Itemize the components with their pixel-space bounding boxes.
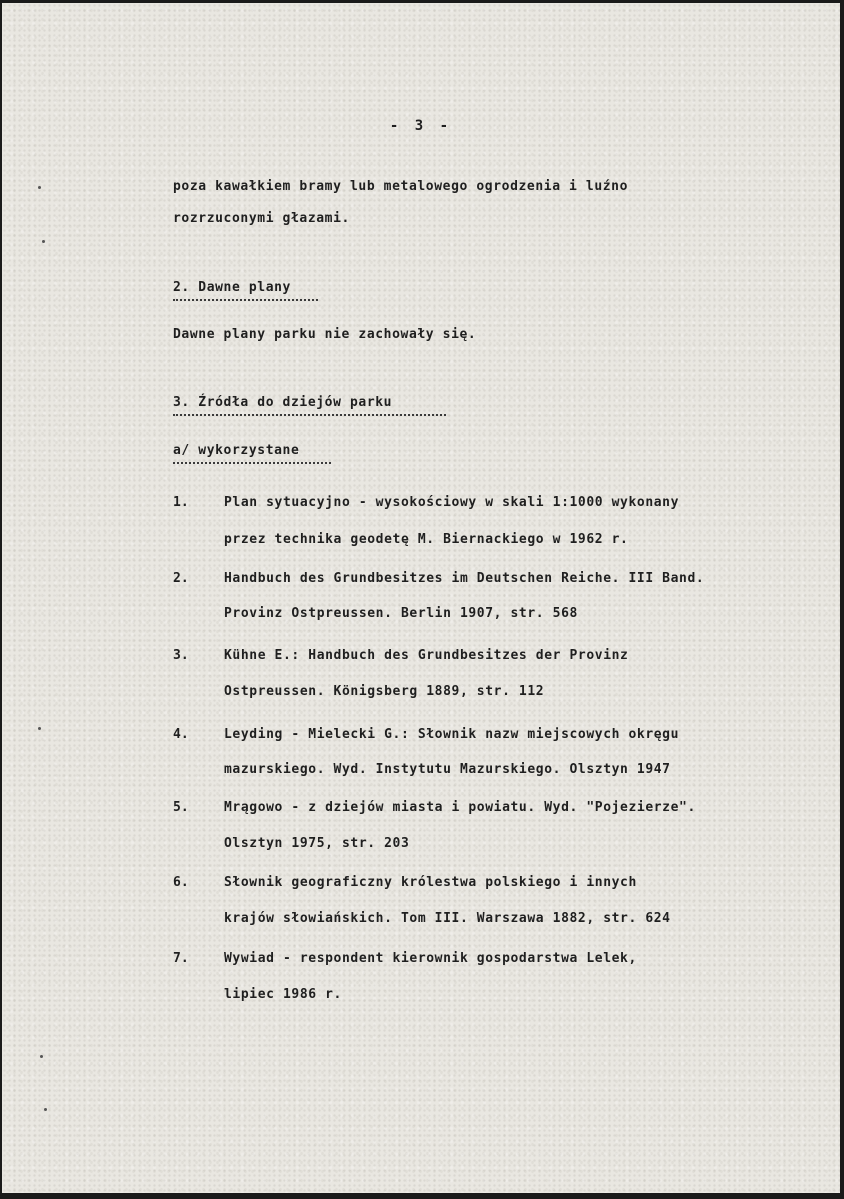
section-3-heading-underline [173,414,446,416]
punch-mark [40,1055,43,1058]
list-item-number: 6. [173,875,189,890]
section-3-subheading: a/ wykorzystane [173,443,300,458]
list-item-line-1: Leyding - Mielecki G.: Słownik nazw miejscowych okręgu [224,727,680,742]
section-2-heading: 2. Dawne plany [173,280,291,295]
list-item-number: 4. [173,727,189,742]
section-2-heading-underline [173,299,318,301]
punch-mark [38,727,41,730]
section-2-body: Dawne plany parku nie zachowały się. [173,327,477,342]
list-item-number: 5. [173,800,189,815]
list-item-line-1: Wywiad - respondent kierownik gospodarstwa Lelek, [224,951,637,966]
list-item-line-1: Kühne E.: Handbuch des Grundbesitzes der Provinz [224,648,629,663]
punch-mark [42,240,45,243]
section-3-heading: 3. Źródła do dziejów parku [173,395,393,410]
list-item-line-2: Ostpreussen. Königsberg 1889, str. 112 [224,684,545,699]
list-item-line-2: Olsztyn 1975, str. 203 [224,836,410,851]
list-item-number: 7. [173,951,189,966]
intro-line-2: rozrzuconymi głazami. [173,211,350,226]
punch-mark [44,1108,47,1111]
intro-line-1: poza kawałkiem bramy lub metalowego ogrodzenia i luźno [173,179,629,194]
list-item-line-2: krajów słowiańskich. Tom III. Warszawa 1882, str. 624 [224,911,671,926]
list-item-line-2: Provinz Ostpreussen. Berlin 1907, str. 568 [224,606,578,621]
list-item-number: 1. [173,495,189,510]
page-number: - 3 - [389,118,453,134]
list-item-number: 3. [173,648,189,663]
list-item-line-2: lipiec 1986 r. [224,987,342,1002]
punch-mark [38,186,41,189]
list-item-line-1: Słownik geograficzny królestwa polskiego i innych [224,875,637,890]
list-item-line-1: Handbuch des Grundbesitzes im Deutschen Reiche. III Band. [224,571,705,586]
list-item-line-2: przez technika geodetę M. Biernackiego w 1962 r. [224,532,629,547]
list-item-line-1: Plan sytuacyjno - wysokościowy w skali 1:1000 wykonany [224,495,680,510]
section-3-subheading-underline [173,462,331,464]
list-item-line-2: mazurskiego. Wyd. Instytutu Mazurskiego. Olsztyn 1947 [224,762,671,777]
list-item-line-1: Mrągowo - z dziejów miasta i powiatu. Wyd. "Pojezierze". [224,800,696,815]
document-page [2,3,840,1193]
list-item-number: 2. [173,571,189,586]
